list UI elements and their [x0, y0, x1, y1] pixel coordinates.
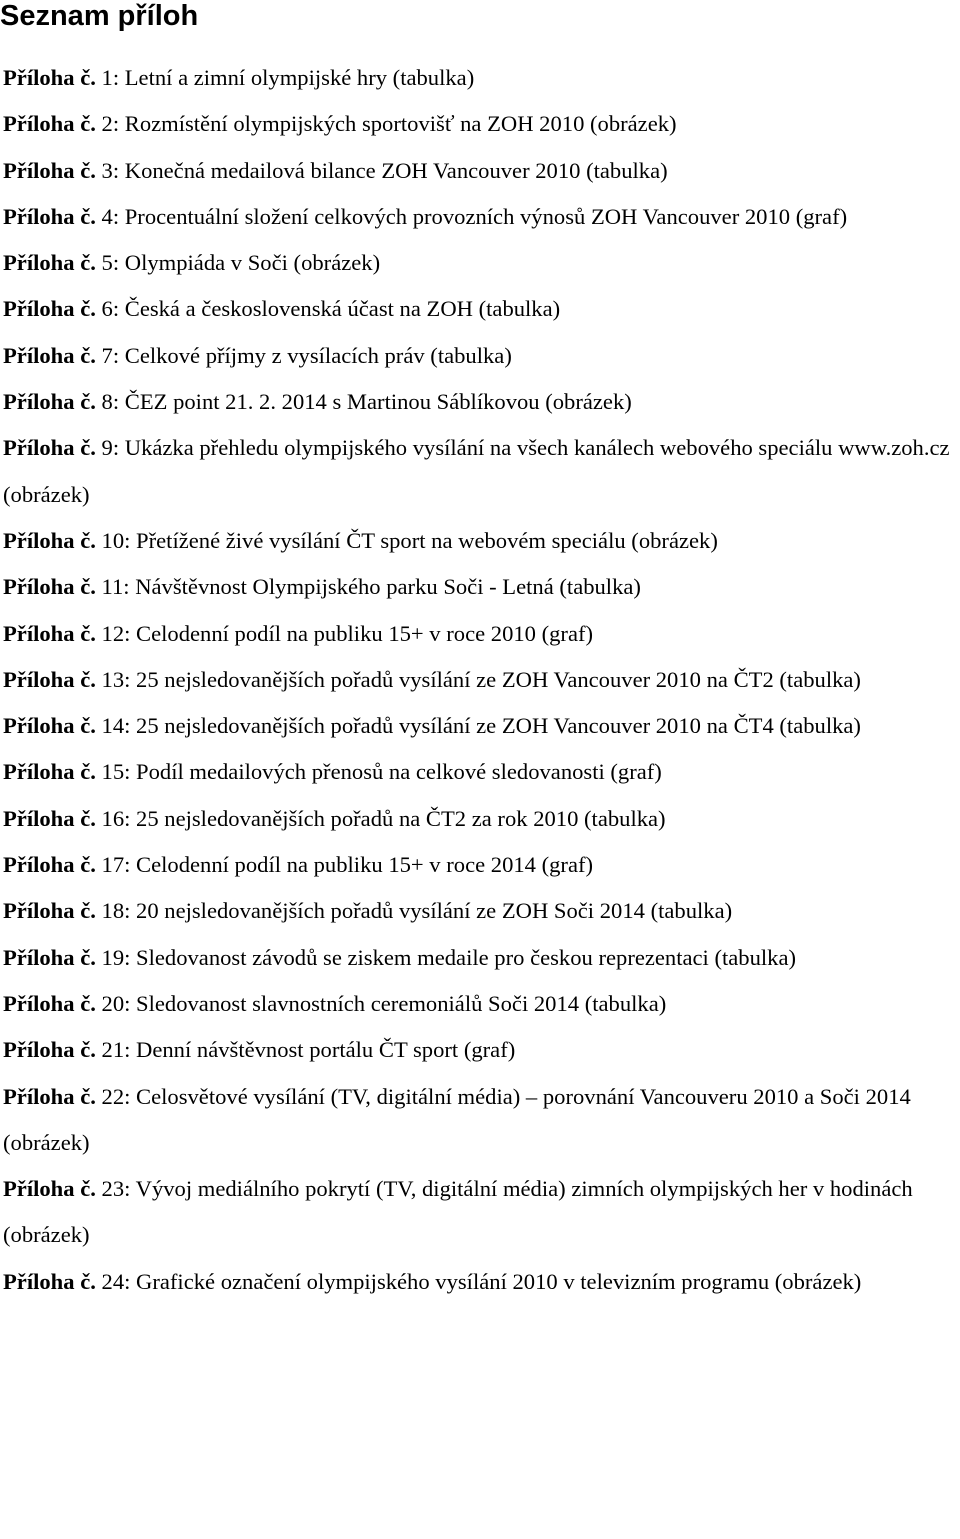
item-text: 15: Podíl medailových přenosů na celkové sledovanosti (graf) [95, 759, 662, 785]
item-text: 1: Letní a zimní olympijské hry (tabulka) [95, 65, 475, 90]
list-item [3, 935, 955, 981]
list-item [3, 101, 955, 147]
item-prefix: Příloha č. [3, 65, 96, 90]
list-item [3, 1074, 955, 1167]
item-text: 20: Sledovanost slavnostních ceremoniálů Soči 2014 (tabulka) [95, 990, 667, 1016]
list-item [3, 286, 955, 332]
list-item [3, 749, 955, 795]
list-item [3, 379, 955, 425]
item-text: 22: Celosvětové vysílání (TV, digitální média) – porovnání Vancouveru 2010 a Soči 2014 (obrázek) [3, 1083, 911, 1155]
item-prefix: Příloha č. [3, 805, 96, 831]
item-text: 9: Ukázka přehledu olympijského vysílání na všech kanálech webového speciálu www.zoh.cz (obrázek) [3, 435, 950, 507]
item-text: 12: Celodenní podíl na publiku 15+ v roce 2010 (graf) [95, 620, 594, 646]
item-text: 7: Celkové příjmy z vysílacích práv (tabulka) [95, 342, 512, 368]
item-prefix: Příloha č. [3, 759, 96, 785]
item-prefix: Příloha č. [3, 296, 96, 322]
item-text: 24: Grafické označení olympijského vysílání 2010 v televizním programu (obrázek) [95, 1268, 862, 1294]
item-prefix: Příloha č. [3, 527, 96, 553]
item-prefix: Příloha č. [3, 1083, 96, 1109]
list-item [3, 564, 955, 610]
item-prefix: Příloha č. [3, 111, 96, 137]
item-text: 6: Česká a československá účast na ZOH (tabulka) [95, 296, 561, 322]
list-item [3, 148, 955, 194]
item-text: 21: Denní návštěvnost portálu ČT sport (graf) [95, 1037, 516, 1063]
item-prefix: Příloha č. [3, 342, 96, 368]
item-text: 14: 25 nejsledovanějších pořadů vysílání ze ZOH Vancouver 2010 na ČT4 (tabulka) [95, 713, 861, 739]
item-prefix: Příloha č. [3, 574, 96, 600]
item-prefix: Příloha č. [3, 389, 96, 415]
item-text: 13: 25 nejsledovanějších pořadů vysílání ze ZOH Vancouver 2010 na ČT2 (tabulka) [95, 666, 861, 692]
item-prefix: Příloha č. [3, 1037, 96, 1063]
list-item [3, 425, 955, 518]
item-prefix: Příloha č. [3, 157, 96, 183]
list-item [3, 611, 955, 657]
item-prefix: Příloha č. [3, 713, 96, 739]
item-text: 2: Rozmístění olympijských sportovišť na ZOH 2010 (obrázek) [95, 111, 677, 137]
list-item [3, 703, 955, 749]
item-prefix: Příloha č. [3, 666, 96, 692]
list-item [3, 1166, 955, 1259]
item-prefix: Příloha č. [3, 1176, 96, 1202]
list-item [3, 240, 955, 286]
item-text: 18: 20 nejsledovanějších pořadů vysílání ze ZOH Soči 2014 (tabulka) [95, 898, 733, 924]
item-prefix: Příloha č. [3, 990, 96, 1016]
item-text: 19: Sledovanost závodů se ziskem medaile pro českou reprezentaci (tabulka) [95, 944, 797, 970]
item-prefix: Příloha č. [3, 898, 96, 924]
item-prefix: Příloha č. [3, 435, 96, 461]
item-prefix: Příloha č. [3, 852, 96, 878]
item-text: 17: Celodenní podíl na publiku 15+ v roce 2014 (graf) [95, 852, 594, 878]
item-prefix: Příloha č. [3, 1268, 96, 1294]
list-item [3, 796, 955, 842]
list-item [3, 194, 955, 240]
item-prefix: Příloha č. [3, 944, 96, 970]
attachment-list [3, 55, 955, 1305]
item-text: 3: Konečná medailová bilance ZOH Vancouver 2010 (tabulka) [95, 157, 668, 183]
page-title: Seznam příloh [0, 0, 199, 32]
item-text: 16: 25 nejsledovanějších pořadů na ČT2 za rok 2010 (tabulka) [95, 805, 666, 831]
list-item [3, 1027, 955, 1073]
item-prefix: Příloha č. [3, 203, 96, 229]
item-text: 23: Vývoj mediálního pokrytí (TV, digitální média) zimních olympijských her v hodinách (obrázek) [3, 1176, 913, 1248]
item-text: 11: Návštěvnost Olympijského parku Soči - Letná (tabulka) [95, 574, 641, 600]
list-item [3, 1259, 955, 1305]
list-item [3, 518, 955, 564]
list-item [3, 55, 955, 101]
item-prefix: Příloha č. [3, 250, 96, 276]
list-item [3, 657, 955, 703]
item-text: 8: ČEZ point 21. 2. 2014 s Martinou Sáblíkovou (obrázek) [95, 389, 632, 415]
item-prefix: Příloha č. [3, 620, 96, 646]
item-text: 10: Přetížené živé vysílání ČT sport na webovém speciálu (obrázek) [95, 527, 718, 553]
list-item [3, 842, 955, 888]
list-item [3, 333, 955, 379]
list-item [3, 981, 955, 1027]
item-text: 5: Olympiáda v Soči (obrázek) [95, 250, 381, 276]
item-text: 4: Procentuální složení celkových provozních výnosů ZOH Vancouver 2010 (graf) [95, 203, 848, 229]
list-item [3, 888, 955, 934]
